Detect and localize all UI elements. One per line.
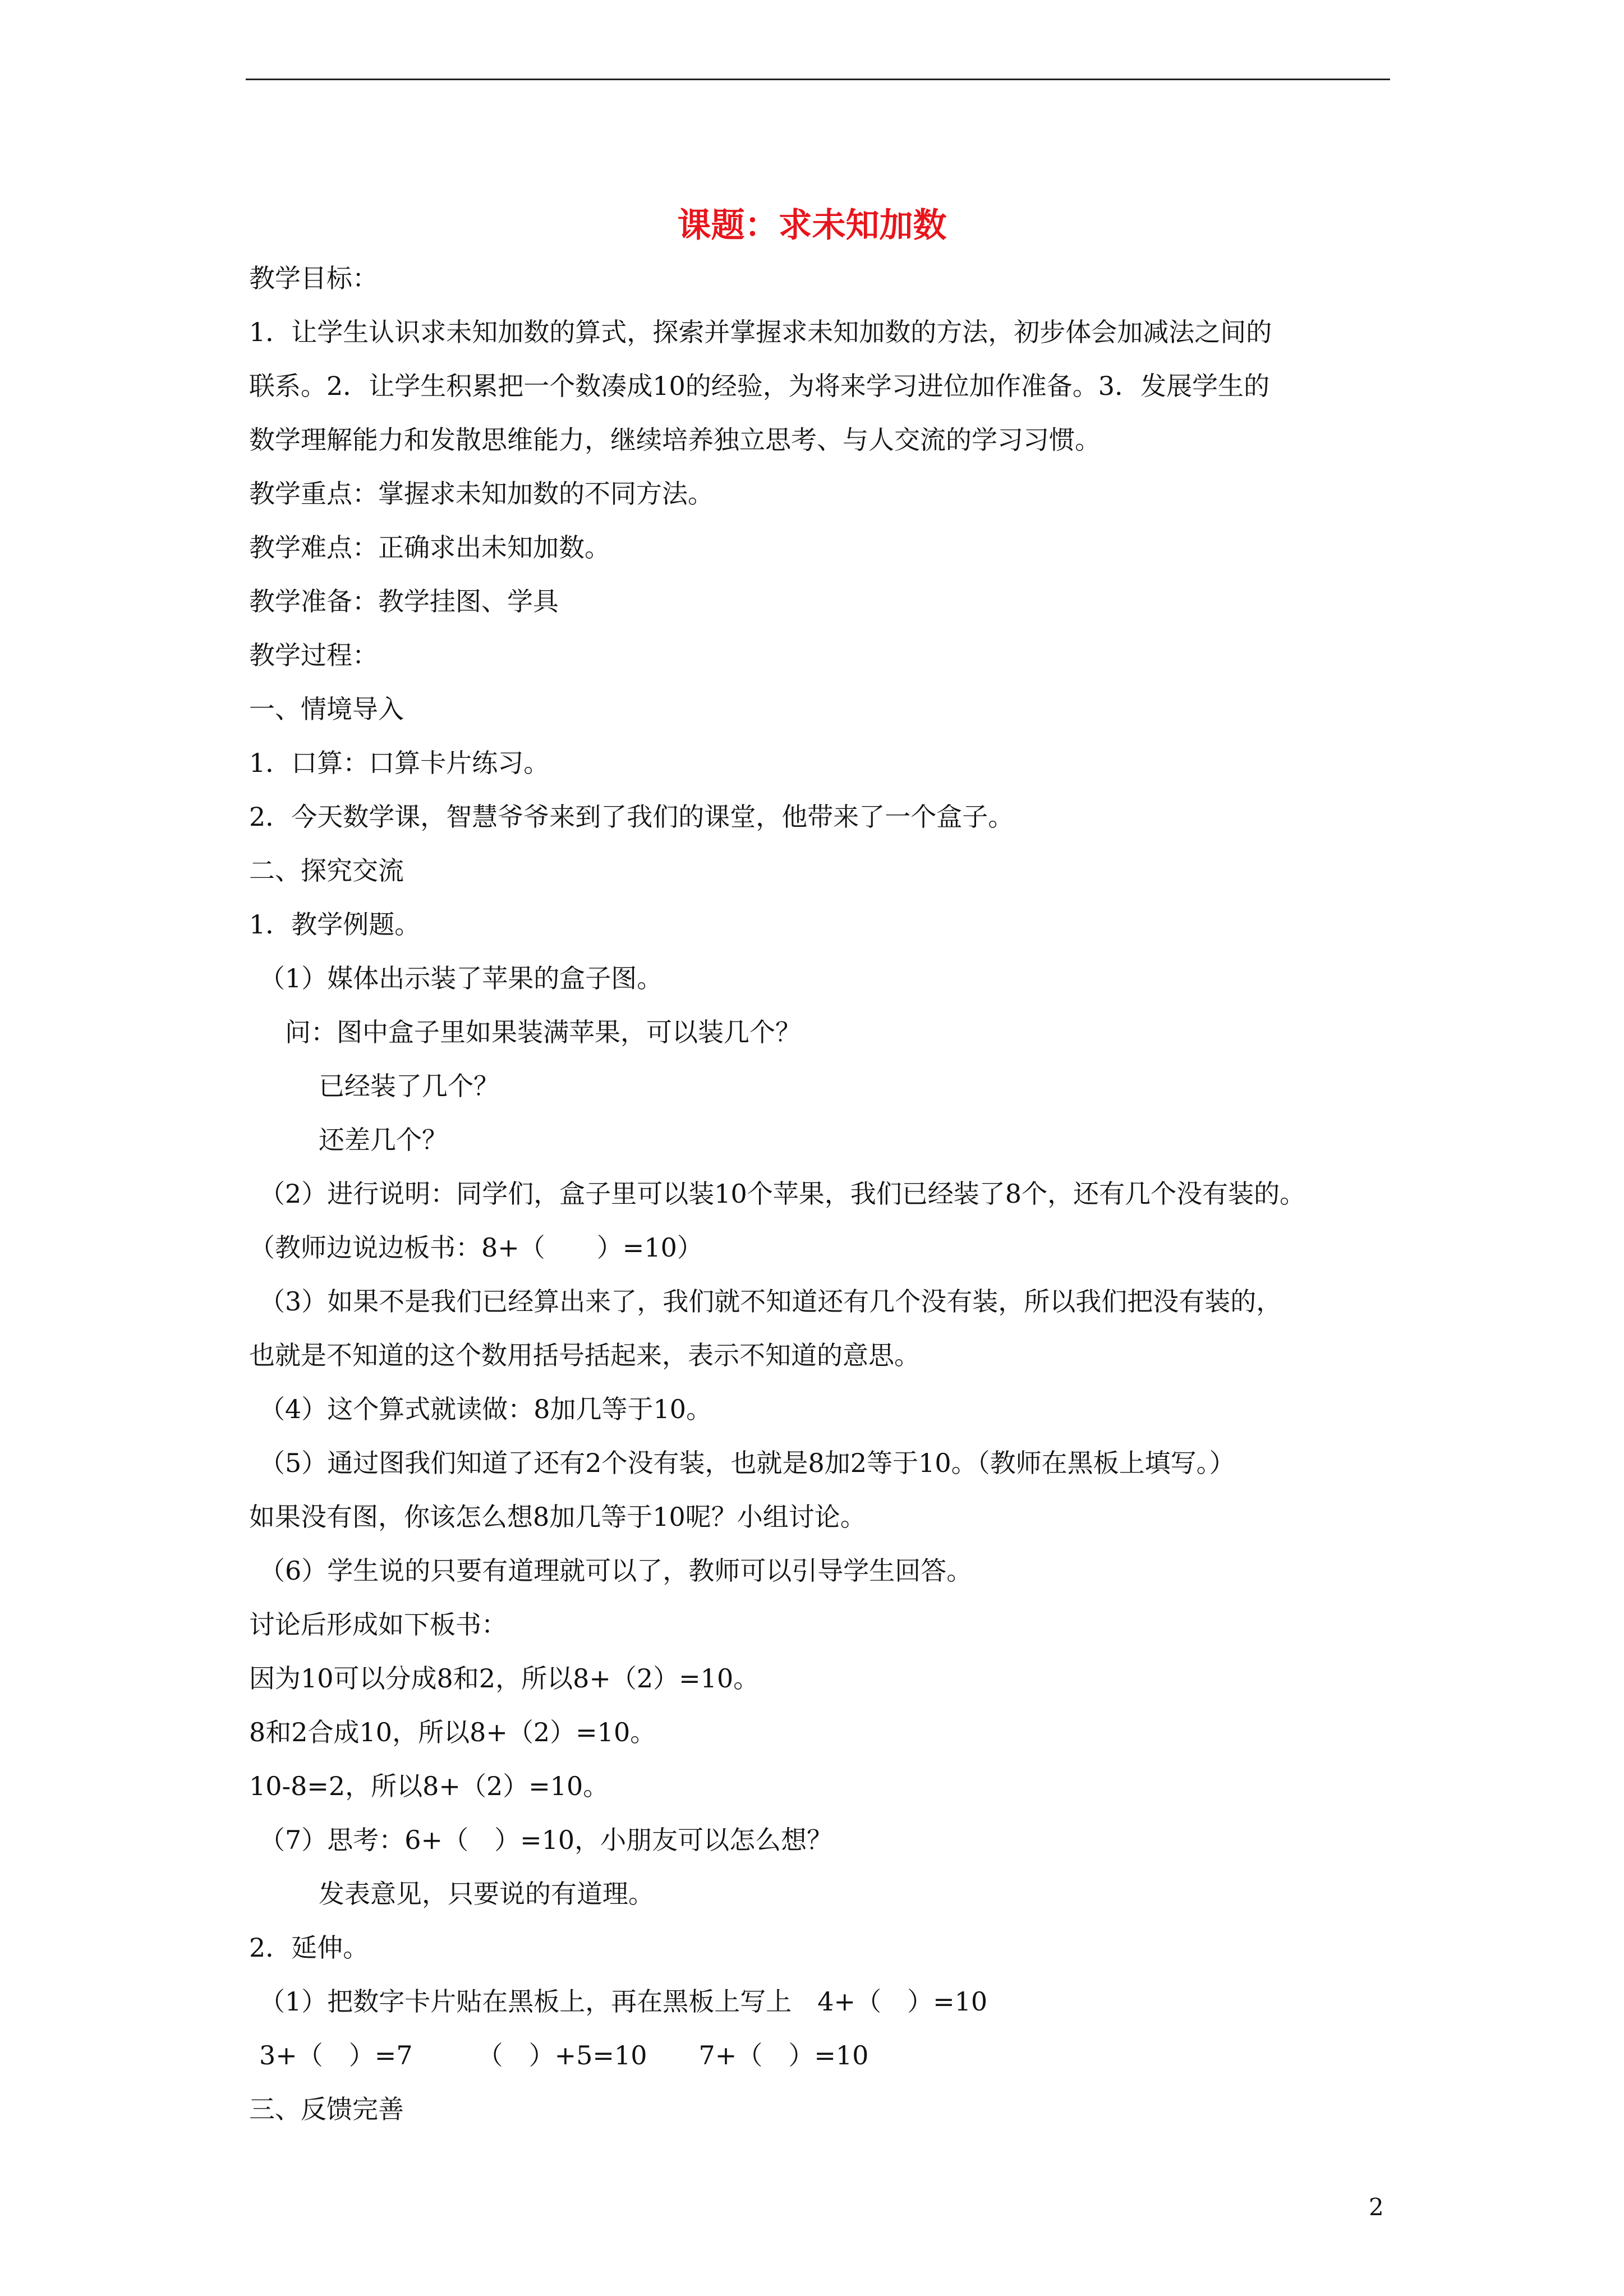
text-line: （4）这个算式就读做：8加几等于10。 [259,1394,712,1424]
text-line: 数学理解能力和发散思维能力，继续培养独立思考、与人交流的学习习惯。 [249,425,1101,455]
text-line: 已经装了几个？ [319,1071,499,1101]
text-line: 教学难点：正确求出未知加数。 [249,532,610,563]
text-line: 2．今天数学课，智慧爷爷来到了我们的课堂，他带来了一个盒子。 [249,802,1014,832]
text-line: 教学准备：教学挂图、学具 [249,586,559,616]
text-line: 联系。2．让学生积累把一个数凑成10的经验，为将来学习进位加作准备。3．发展学生的 [249,371,1270,401]
text-line: 1．教学例题。 [249,909,421,940]
text-line: 如果没有图，你该怎么想8加几等于10呢？小组讨论。 [249,1502,866,1532]
text-line: （6）学生说的只要有道理就可以了，教师可以引导学生回答。 [259,1556,973,1586]
text-line: 教学重点：掌握求未知加数的不同方法。 [249,478,714,509]
text-line: （3）如果不是我们已经算出来了，我们就不知道还有几个没有装，所以我们把没有装的， [259,1286,1282,1317]
text-line: （7）思考：6+（ ）=10，小朋友可以怎么想？ [259,1825,833,1855]
text-line: 三、反馈完善 [249,2094,404,2124]
text-line: 因为10可以分成8和2，所以8+（2）=10。 [249,1663,760,1694]
text-line: （5）通过图我们知道了还有2个没有装，也就是8加2等于10。（教师在黑板上填写。） [259,1448,1235,1478]
text-line: 也就是不知道的这个数用括号括起来，表示不知道的意思。 [249,1340,920,1370]
text-line: 2．延伸。 [249,1932,369,1963]
text-line: （教师边说边板书：8+（ ）=10） [249,1232,703,1263]
text-line: （1）媒体出示装了苹果的盒子图。 [259,963,663,993]
text-line: 3+（ ）=7 （ ）+5=10 7+（ ）=10 [259,2040,869,2070]
text-line: 教学过程： [249,640,378,670]
text-line: 教学目标： [249,263,378,293]
page-number: 2 [1369,2193,1384,2221]
text-line: （2）进行说明：同学们，盒子里可以装10个苹果，我们已经装了8个，还有几个没有装的。 [259,1179,1306,1209]
page-title: 课题：求未知加数 [677,206,947,245]
text-line: （1）把数字卡片贴在黑板上，再在黑板上写上 4+（ ）=10 [259,1986,988,2017]
text-line: 讨论后形成如下板书： [249,1609,507,1640]
text-line: 1．让学生认识求未知加数的算式，探索并掌握求未知加数的方法，初步体会加减法之间的 [249,317,1272,347]
text-line: 发表意见，只要说的有道理。 [319,1879,654,1909]
text-line: 还差几个？ [319,1125,448,1155]
text-line: 一、情境导入 [249,694,404,724]
text-line: 问：图中盒子里如果装满苹果，可以装几个？ [285,1017,801,1047]
text-line: 10-8=2，所以8+（2）=10。 [249,1771,609,1801]
text-line: 8和2合成10，所以8+（2）=10。 [249,1717,656,1747]
text-line: 二、探究交流 [249,855,404,886]
text-line: 1．口算：口算卡片练习。 [249,748,550,778]
header-rule [246,79,1390,80]
